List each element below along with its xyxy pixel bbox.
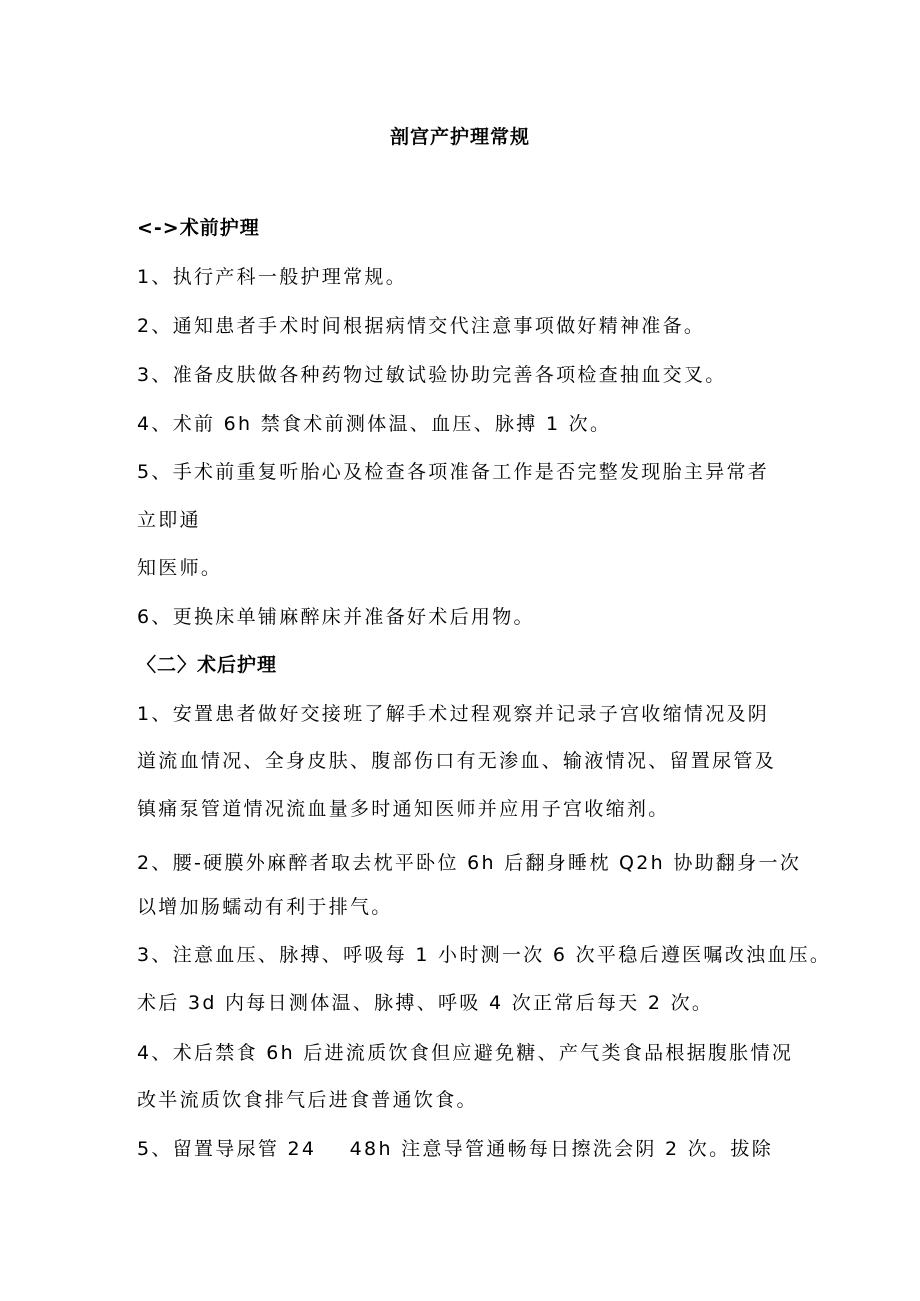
- paragraph-line: 道流血情况、全身皮肤、腹部伤口有无渗血、输液情况、留置尿管及: [137, 750, 777, 772]
- section-heading-postoperative: 〈二〉术后护理: [137, 654, 278, 676]
- paragraph-line: 2、通知患者手术时间根据病情交代注意事项做好精神准备。: [137, 315, 706, 337]
- paragraph-line: 1、执行产科一般护理常规。: [137, 266, 407, 288]
- paragraph-line: 3、准备皮肤做各种药物过敏试验协助完善各项检查抽血交叉。: [137, 364, 727, 386]
- paragraph-line: 1、安置患者做好交接班了解手术过程观察并记录子宫收缩情况及阴: [137, 703, 770, 725]
- paragraph-line: 立即通: [137, 509, 201, 531]
- paragraph-line: 6、更换床单铺麻醉床并准备好术后用物。: [137, 606, 535, 628]
- paragraph-line: 3、注意血压、脉搏、呼吸每 1 小时测一次 6 次平稳后遵医嘱改浊血压。: [137, 944, 832, 966]
- paragraph-line: 5、留置导尿管 24 48h 注意导管通畅每日擦洗会阴 2 次。拔除: [137, 1138, 773, 1160]
- paragraph-line: 5、手术前重复听胎心及检查各项准备工作是否完整发现胎主异常者: [137, 461, 770, 483]
- paragraph-line: 知医师。: [137, 557, 223, 579]
- document-title: 剖宫产护理常规: [389, 126, 530, 148]
- paragraph-line: 4、术前 6h 禁食术前测体温、血压、脉搏 1 次。: [137, 413, 612, 435]
- paragraph-line: 4、术后禁食 6h 后进流质饮食但应避免糖、产气类食品根据腹胀情况: [137, 1042, 794, 1064]
- paragraph-line: 改半流质饮食排气后进食普通饮食。: [137, 1089, 478, 1111]
- paragraph-line: 术后 3d 内每日测体温、脉搏、呼吸 4 次正常后每天 2 次。: [137, 992, 714, 1014]
- paragraph-line: 以增加肠蠕动有利于排气。: [137, 896, 393, 918]
- section-heading-preoperative: <->术前护理: [137, 217, 260, 239]
- paragraph-line: 镇痛泵管道情况流血量多时通知医师并应用子宫收缩剂。: [137, 798, 670, 820]
- paragraph-line: 2、腰-硬膜外麻醉者取去枕平卧位 6h 后翻身睡枕 Q2h 协助翻身一次: [137, 852, 802, 874]
